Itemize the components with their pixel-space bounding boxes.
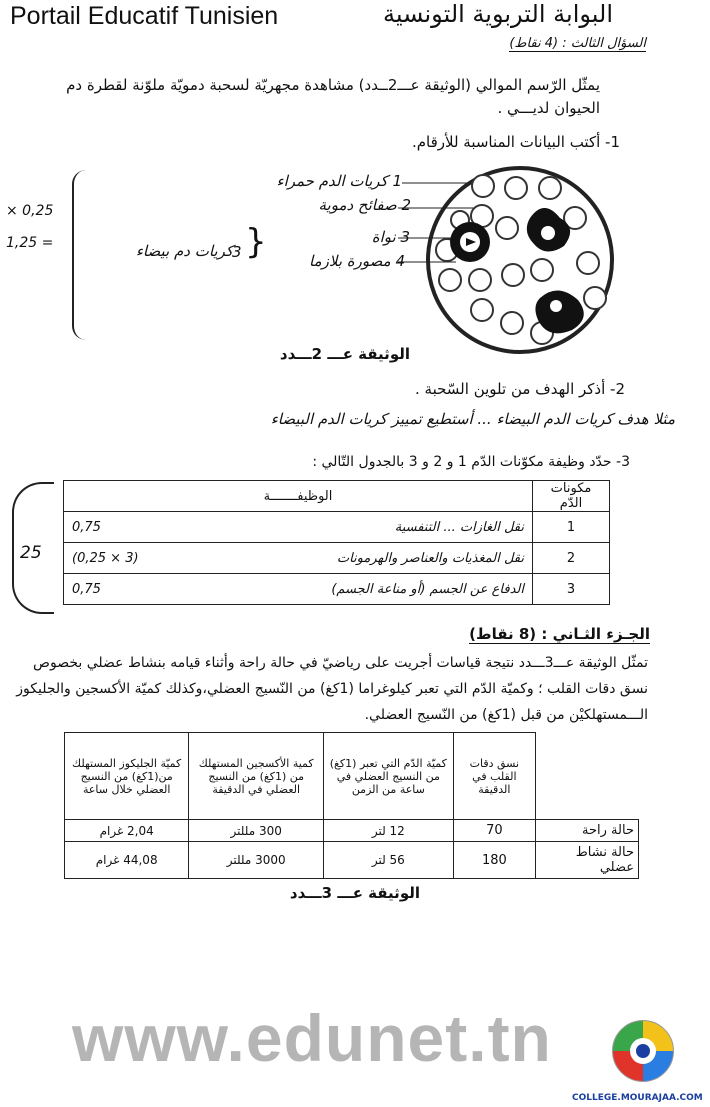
college-logo-svg (595, 1005, 691, 1091)
site-title-arabic: البوابة التربوية التونسية (382, 0, 613, 28)
measurements-table (64, 732, 639, 879)
cell-blood: 56 لتر (324, 842, 454, 879)
function-mark: (3 × 0,25) (72, 550, 139, 566)
row-state: حالة راحة (536, 820, 639, 842)
edunet-watermark: www.edunet.tn (72, 1001, 552, 1075)
cell-heart-rate: 180 (453, 842, 536, 879)
task2-prompt: 2- أذكر الهدف من تلوين السّحبة . (415, 380, 625, 398)
cell-glucose: 2,04 غرام (65, 820, 189, 842)
table-header-component: مكونات الدّم (533, 481, 610, 512)
header-oxygen: كمية الأكسجين المستهلك من (1كغ) من النسيج العضلي في الدقيقة (189, 733, 324, 820)
table-row (65, 820, 639, 842)
header-blood: كميّة الدّم التي تعبر (1كغ) من النسيج العضلي في ساعة من الزمن (324, 733, 454, 820)
table-row (65, 842, 639, 879)
cell-oxygen: 300 مللتر (189, 820, 324, 842)
table-row (64, 543, 610, 574)
cell-glucose: 44,08 غرام (65, 842, 189, 879)
table-row (64, 512, 610, 543)
cell-oxygen: 3000 مللتر (189, 842, 324, 879)
question-intro: يمثّل الرّسم الموالي (الوثيقة عـــ2ــدد) مشاهدة مجهريّة لسحبة دمويّة ملوّنة لقطرة دم الحيوان لديـــي . (66, 76, 600, 117)
document2-caption: الوثيقة عـــ 2ـــدد (279, 345, 410, 363)
header-glucose: كميّة الجليكوز المستهلك من(1كغ) من النسيج العضلي خلال ساعة (65, 733, 189, 820)
site-title-french: Portail Educatif Tunisien (10, 2, 279, 30)
empty-corner (536, 733, 639, 820)
mark-multiplier: × 0,25 (6, 203, 54, 219)
part2-title: الجـزء الثـاني : (8 نقاط) (469, 625, 650, 643)
function-mark: 0,75 (72, 581, 101, 597)
college-logo (595, 1005, 691, 1091)
part2-text: تمثّل الوثيقة عـــ3ـــدد نتيجة قياسات أجريت على رياضيّ في حالة راحة وأثناء قيامه بنشاط عضلي بخصوص نسق دقات القلب ؛ وكميّة الدّم التي تعبر كيلوغراما (1كغ) من النّسيج العضلي،وكذلك كميّة الأكسجين والجليكوز الـــمستهلكيْن من قبل (1كغ) من النّسيج العضلي. (16, 655, 648, 723)
question-title: السؤال الثالث : (4 نقاط) (509, 36, 646, 51)
function-text: نقل المغذيات والعناصر والهرمونات (336, 550, 524, 566)
cell-heart-rate: 70 (453, 820, 536, 842)
brace-number: 3 (232, 243, 242, 261)
row-state: حالة نشاط عضلي (536, 842, 639, 879)
cell-blood: 12 لتر (324, 820, 454, 842)
task3-score: 25 (20, 543, 42, 563)
function-mark: 0,75 (72, 519, 101, 535)
table-header-function: الوظيفـــــــة (64, 481, 533, 512)
table-row (64, 574, 610, 605)
component-function (64, 574, 533, 605)
college-url: COLLEGE.MOURAJAA.COM (572, 1093, 703, 1103)
task2-answer: مثلا هدف كريات الدم البيضاء ... أستطيع تمييز كريات الدم البيضاء (270, 410, 675, 428)
component-number: 2 (533, 543, 610, 574)
function-text: نقل الغازات ... التنفسية (394, 519, 524, 535)
figure-label-2: 2 صفائح دموية (318, 196, 411, 214)
figure-label-1: 1 كريات الدم حمراء (276, 172, 402, 190)
figure-label-3: 3 نواة (371, 228, 410, 246)
component-function (64, 512, 533, 543)
figure-label-4: 4 مصورة بلازما (309, 252, 405, 270)
component-function (64, 543, 533, 574)
task3-bracket (12, 482, 54, 614)
brace-symbol: } (245, 222, 267, 262)
brace-label: كريات دم بيضاء (135, 242, 233, 260)
component-number: 1 (533, 512, 610, 543)
task1-prompt: 1- أكتب البيانات المناسبة للأرقام. (411, 133, 620, 151)
mark-total: 1,25 = (6, 235, 54, 251)
document3-caption: الوثيقة عـــ 3ـــدد (289, 884, 420, 902)
left-bracket (72, 170, 94, 340)
task3-prompt: 3- حدّد وظيفة مكوّنات الدّم 1 و 2 و 3 بالجدول التّالي : (312, 454, 630, 470)
header-heart-rate: نسق دقات القلب في الدقيقة (453, 733, 536, 820)
component-number: 3 (533, 574, 610, 605)
blood-components-table (63, 480, 610, 605)
function-text: الدفاع عن الجسم (أو مناعة الجسم) (331, 581, 524, 597)
